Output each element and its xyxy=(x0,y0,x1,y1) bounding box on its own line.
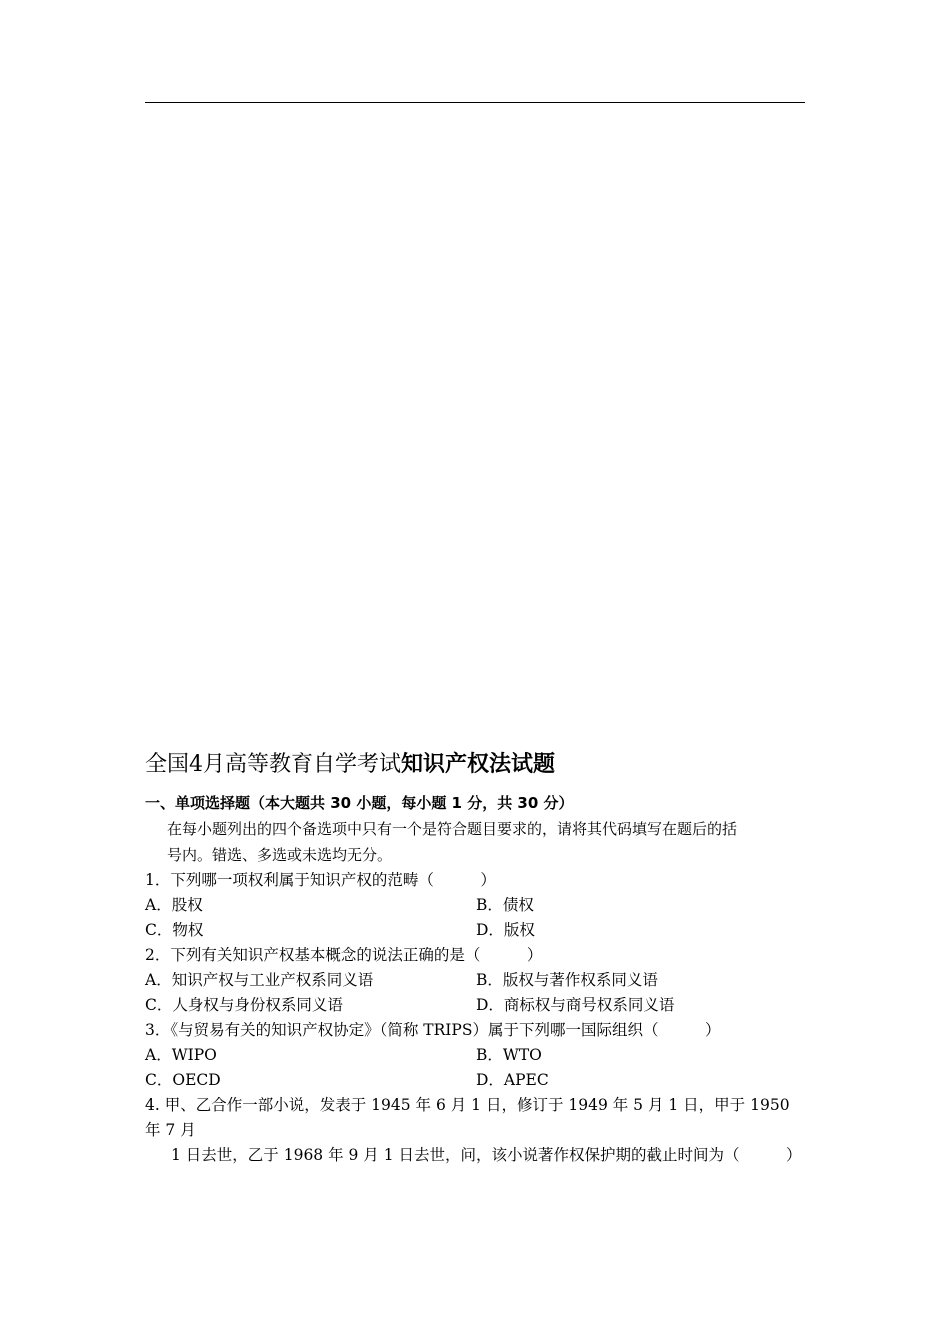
exam-title-prefix: 全国4月高等教育自学考试 xyxy=(145,752,401,777)
question-4-line1: 4. 甲、乙合作一部小说，发表于 1945 年 6 月 1 日，修订于 1949 年 5 月 1 日，甲于 1950 年 7 月 xyxy=(145,1096,790,1139)
option-a: A．股权 xyxy=(145,896,203,914)
exam-content xyxy=(145,748,807,1168)
section-instruction-line1: 在每小题列出的四个备选项中只有一个是符合题目要求的，请将其代码填写在题后的括 xyxy=(167,820,738,838)
question-2: 2．下列有关知识产权基本概念的说法正确的是（ ） xyxy=(145,946,543,964)
section-heading: 一、单项选择题（本大题共 30 小题，每小题 1 分，共 30 分） xyxy=(145,794,574,812)
exam-title-subject: 知识产权法试题 xyxy=(401,752,556,777)
option-b: B．WTO xyxy=(476,1046,542,1064)
option-c: C．OECD xyxy=(145,1071,221,1089)
option-b: B．债权 xyxy=(476,896,534,914)
option-c: C．物权 xyxy=(145,921,204,939)
question-4-line2: 1 日去世，乙于 1968 年 9 月 1 日去世，问，该小说著作权保护期的截止时间为（ ） xyxy=(171,1146,802,1164)
question-1-options-row2 xyxy=(145,918,807,943)
question-2-options-row2 xyxy=(145,993,807,1018)
header-rule xyxy=(145,102,805,103)
question-3: 3．《与贸易有关的知识产权协定》（简称 TRIPS）属于下列哪一国际组织（ ） xyxy=(145,1021,721,1039)
option-b: B．版权与著作权系同义语 xyxy=(476,971,658,989)
option-a: A．WIPO xyxy=(145,1046,217,1064)
option-c: C．人身权与身份权系同义语 xyxy=(145,996,343,1014)
exam-title xyxy=(145,748,807,782)
section-instruction-line2: 号内。错选、多选或未选均无分。 xyxy=(167,846,393,864)
question-3-options-row2 xyxy=(145,1068,807,1093)
option-d: D．商标权与商号权系同义语 xyxy=(476,996,675,1014)
question-3-options-row1 xyxy=(145,1043,807,1068)
option-d: D．版权 xyxy=(476,921,535,939)
question-1: 1．下列哪一项权利属于知识产权的范畴（ ） xyxy=(145,871,496,889)
option-a: A．知识产权与工业产权系同义语 xyxy=(145,971,374,989)
option-d: D．APEC xyxy=(476,1071,549,1089)
question-4 xyxy=(145,1093,807,1168)
question-1-options-row1 xyxy=(145,893,807,918)
question-2-options-row1 xyxy=(145,968,807,993)
